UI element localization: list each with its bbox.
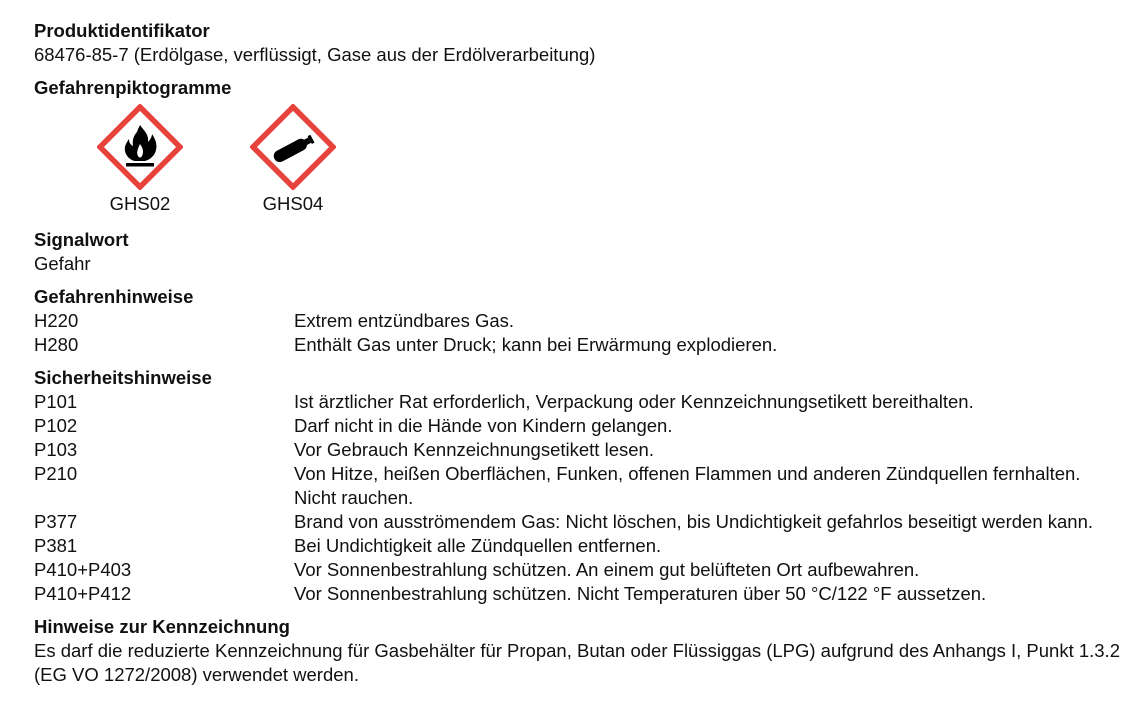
precautionary-code: P377 — [34, 511, 78, 532]
precautionary-statement-row — [34, 534, 1124, 558]
precautionary-text: Ist ärztlicher Rat erforderlich, Verpackung oder Kennzeichnungsetikett bereithalten. — [294, 391, 974, 412]
pictogram-ghs02 — [90, 104, 190, 216]
pictogram-label-ghs02: GHS02 — [109, 193, 171, 214]
labelling-notes-value: Es darf die reduzierte Kennzeichnung für Gasbehälter für Propan, Butan oder Flüssiggas (LPG) aufgrund des Anhangs I, Punkt 1.3.2 (EG VO 1272/2008) verwendet werden. — [34, 640, 1120, 685]
precautionary-code: P101 — [34, 391, 78, 412]
precautionary-text: Vor Sonnenbestrahlung schützen. An einem gut belüfteten Ort aufbewahren. — [294, 559, 920, 580]
precautionary-text: Brand von ausströmendem Gas: Nicht löschen, bis Undichtigkeit gefahrlos beseitigt werden kann. — [294, 511, 1094, 532]
precautionary-code: P103 — [34, 439, 78, 460]
hazard-code: H280 — [34, 334, 79, 355]
precautionary-code: P102 — [34, 415, 78, 436]
precautionary-statement-row — [34, 582, 1124, 606]
precautionary-statement-row — [34, 414, 1124, 438]
hazard-text: Extrem entzündbares Gas. — [294, 310, 515, 331]
pictogram-label-ghs04: GHS04 — [262, 193, 324, 214]
hazard-code: H220 — [34, 310, 79, 331]
flame-icon — [97, 104, 183, 190]
precautionary-code: P381 — [34, 535, 78, 556]
hazard-statement-row — [34, 333, 1124, 357]
hazard-statement-row — [34, 309, 1124, 333]
precautionary-text: Darf nicht in die Hände von Kindern gelangen. — [294, 415, 673, 436]
precautionary-code: P410+P412 — [34, 583, 132, 604]
hazard-statements-heading: Gefahrenhinweise — [34, 286, 194, 307]
precautionary-statements-list — [34, 390, 1124, 606]
labelling-notes-heading: Hinweise zur Kennzeichnung — [34, 616, 290, 637]
precautionary-text: Bei Undichtigkeit alle Zündquellen entfernen. — [294, 535, 662, 556]
signal-word-value: Gefahr — [34, 253, 91, 274]
precautionary-statement-row — [34, 390, 1124, 414]
precautionary-statement-row — [34, 510, 1124, 534]
pictogram-row — [34, 104, 1124, 228]
precautionary-text: Vor Gebrauch Kennzeichnungsetikett lesen. — [294, 439, 654, 460]
product-identifier-value: 68476-85-7 (Erdölgase, verflüssigt, Gase aus der Erdölverarbeitung) — [34, 44, 596, 65]
pictogram-ghs04 — [243, 104, 343, 216]
pictograms-heading: Gefahrenpiktogramme — [34, 77, 232, 98]
hazard-statements-list — [34, 309, 1124, 357]
safety-label-document — [34, 19, 1124, 687]
hazard-text: Enthält Gas unter Druck; kann bei Erwärmung explodieren. — [294, 334, 778, 355]
precautionary-statements-heading: Sicherheitshinweise — [34, 367, 212, 388]
product-identifier-heading: Produktidentifikator — [34, 20, 210, 41]
precautionary-statement-row — [34, 462, 1124, 510]
precautionary-text: Von Hitze, heißen Oberflächen, Funken, offenen Flammen und anderen Zündquellen fernhalten. Nicht rauchen. — [294, 463, 1081, 508]
precautionary-statement-row — [34, 558, 1124, 582]
signal-word-heading: Signalwort — [34, 229, 129, 250]
precautionary-code: P410+P403 — [34, 559, 132, 580]
precautionary-statement-row — [34, 438, 1124, 462]
gas-cylinder-icon — [250, 104, 336, 190]
precautionary-code: P210 — [34, 463, 78, 484]
precautionary-text: Vor Sonnenbestrahlung schützen. Nicht Temperaturen über 50 °C/122 °F aussetzen. — [294, 583, 987, 604]
